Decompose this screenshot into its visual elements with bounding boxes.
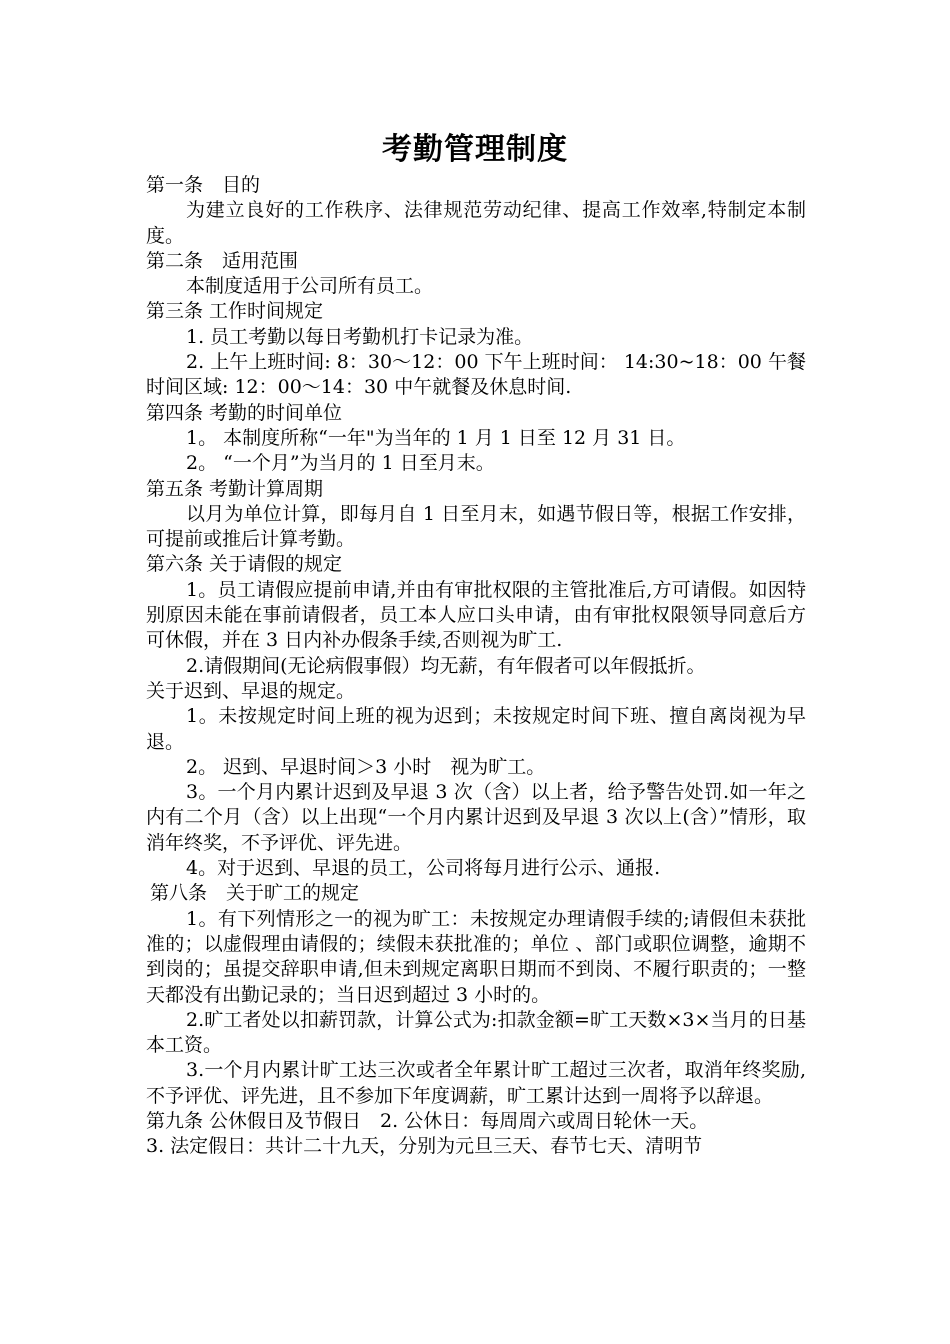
section-heading: 第八条 关于旷工的规定 xyxy=(150,882,360,905)
paragraph: 2。 “一个月”为当月的 1 日至月末。 xyxy=(186,452,495,475)
paragraph: 1。未按规定时间上班的视为迟到；未按规定时间下班、擅自离岗视为早退。 xyxy=(146,705,806,753)
section-heading: 第四条 考勤的时间单位 xyxy=(146,401,343,424)
paragraph: 本制度适用于公司所有员工。 xyxy=(186,275,434,298)
paragraph: 以月为单位计算，即每月自 1 日至月末，如遇节假日等，根据工作安排，可提前或推后计算考勤。 xyxy=(146,502,806,551)
paragraph: 1。 本制度所称“一年"为当年的 1 月 1 日至 12 月 31 日。 xyxy=(186,426,686,449)
section-heading: 第五条 考勤计算周期 xyxy=(146,477,324,500)
section-heading: 第六条 关于请假的规定 xyxy=(146,553,343,576)
section-heading: 第九条 公休假日及节假日 2. 公休日：每周周六或周日轮休一天。 xyxy=(146,1109,709,1132)
paragraph: 2。 迟到、早退时间＞3 小时 视为旷工。 xyxy=(186,755,546,778)
paragraph: 3。一个月内累计迟到及早退 3 次（含）以上者，给予警告处罚.如一年之内有二个月（含）以上出现“一个月内累计迟到及早退 3 次以上(含）”情形，取消年终奖，不予评优、评先进。 xyxy=(146,781,806,854)
paragraph: 4。对于迟到、早退的员工，公司将每月进行公示、通报. xyxy=(186,857,661,880)
paragraph: 2.请假期间(无论病假事假）均无薪，有年假者可以年假抵折。 xyxy=(186,654,706,677)
section-heading: 3. 法定假日：共计二十九天，分别为元旦三天、春节七天、清明节 xyxy=(146,1135,703,1158)
section-heading: 第一条 目的 xyxy=(146,174,261,196)
section-heading: 关于迟到、早退的规定。 xyxy=(146,679,356,702)
paragraph: 1。员工请假应提前申请,并由有审批权限的主管批准后,方可请假。如因特别原因未能在事前请假者，员工本人应口头申请，由有审批权限领导同意后方可休假，并在 3 日内补办假条手续,否则视为旷工. xyxy=(146,578,806,652)
section-heading: 第三条 工作时间规定 xyxy=(146,300,324,323)
paragraph: 1. 员工考勤以每日考勤机打卡记录为准。 xyxy=(186,325,534,348)
section-heading: 第二条 适用范围 xyxy=(146,249,299,272)
paragraph: 1。有下列情形之一的视为旷工：未按规定办理请假手续的;请假但未获批准的；以虚假理由请假的；续假未获批准的；单位 、部门或职位调整，逾期不到岗的；虽提交辞职申请,但未到规定离职日期而不到岗、不履行职责的；一整天都没有出勤记录的；当日迟到超过 3 小时的。 xyxy=(146,907,806,1006)
paragraph: 2. 上午上班时间: 8：30～12：00 下午上班时间： 14:30~18：00 午餐时间区域: 12：00～14：30 中午就餐及休息时间. xyxy=(146,351,806,399)
document-body xyxy=(146,173,806,1160)
paragraph: 3.一个月内累计旷工达三次或者全年累计旷工超过三次者，取消年终奖励,不予评优、评先进，且不参加下年度调薪，旷工累计达到一周将予以辞退。 xyxy=(146,1059,806,1107)
paragraph: 为建立良好的工作秩序、法律规范劳动纪律、提高工作效率,特制定本制度。 xyxy=(146,199,806,247)
paragraph: 2.旷工者处以扣薪罚款，计算公式为:扣款金额=旷工天数×3×当月的日基本工资。 xyxy=(146,1008,806,1057)
document-title: 考勤管理制度 xyxy=(382,132,568,167)
